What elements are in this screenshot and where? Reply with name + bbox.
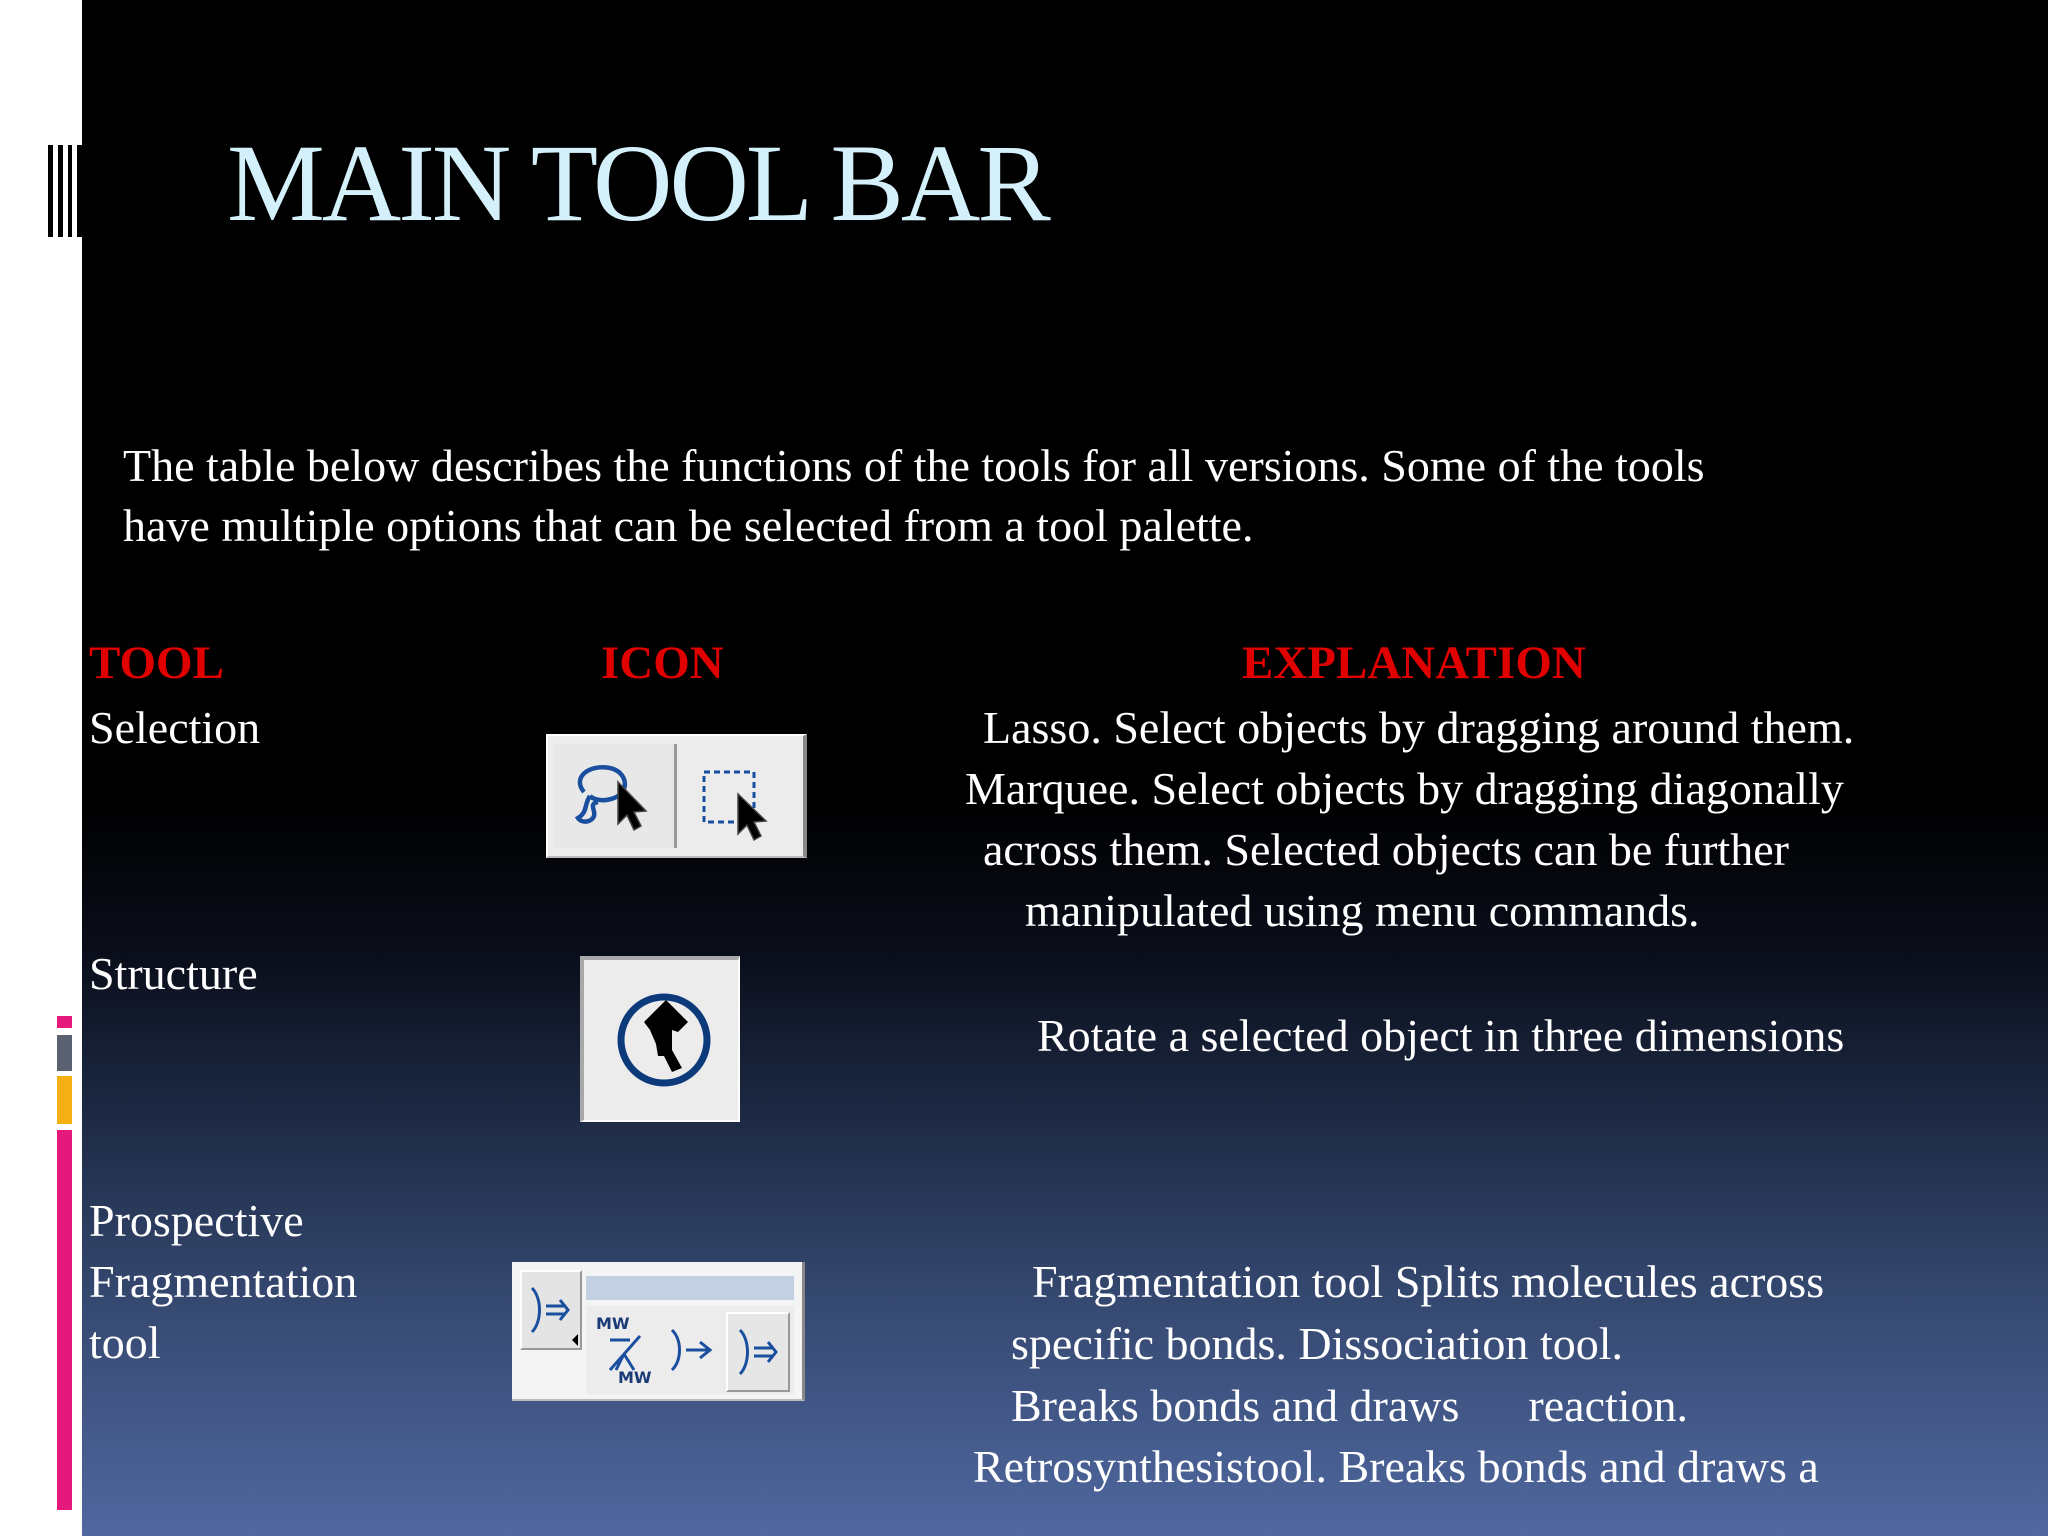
intro-paragraph bbox=[123, 436, 1973, 556]
fragmentation-palette bbox=[512, 1262, 805, 1401]
tool-name-prospective: Prospective bbox=[89, 1195, 304, 1246]
explanation-fragmentation-2: specific bonds. Dissociation tool. bbox=[1011, 1318, 1623, 1369]
header-tool: TOOL bbox=[89, 637, 224, 689]
intro-line-1: The table below describes the functions of the tools for all versions. Some of the tools bbox=[123, 440, 1705, 491]
accent-gray bbox=[57, 1035, 72, 1071]
selection-icons bbox=[546, 734, 807, 858]
explanation-selection-1: Lasso. Select objects by dragging around them. bbox=[983, 702, 1855, 753]
rotate-3d-icon bbox=[580, 956, 740, 1122]
tool-name-structure: Structure bbox=[89, 948, 258, 999]
marquee-icon bbox=[680, 744, 794, 848]
explanation-selection-4: manipulated using menu commands. bbox=[1025, 885, 1700, 936]
palette-body bbox=[586, 1306, 794, 1394]
retrosynthesis-icon bbox=[664, 1320, 718, 1380]
fragmentation-option-icon bbox=[726, 1312, 790, 1392]
accent-pink bbox=[57, 1130, 72, 1510]
accent-pink-top bbox=[57, 1016, 72, 1028]
barcode-decoration bbox=[48, 145, 82, 237]
slide-title: MAIN TOOL BAR bbox=[227, 122, 1048, 244]
accent-orange bbox=[57, 1076, 72, 1124]
header-explanation: EXPLANATION bbox=[1242, 637, 1586, 689]
explanation-selection-3: across them. Selected objects can be further bbox=[983, 824, 1789, 875]
explanation-selection-2: Marquee. Select objects by dragging diagonally bbox=[965, 763, 1844, 814]
tool-name-tool: tool bbox=[89, 1317, 161, 1368]
palette-title-bar bbox=[586, 1276, 794, 1300]
explanation-fragmentation-1: Fragmentation tool Splits molecules across bbox=[1032, 1256, 1825, 1307]
fragmentation-icon bbox=[520, 1270, 582, 1350]
explanation-fragmentation-4: Retrosynthesistool. Breaks bonds and draws a bbox=[973, 1441, 1819, 1492]
lasso-icon bbox=[554, 744, 677, 848]
explanation-structure: Rotate a selected object in three dimensions bbox=[1037, 1010, 1845, 1061]
intro-line-2: have multiple options that can be selected from a tool palette. bbox=[123, 500, 1254, 551]
mw-bottom-label: MW bbox=[618, 1368, 652, 1387]
mw-top-label: MW bbox=[596, 1314, 630, 1333]
tool-name-fragmentation: Fragmentation bbox=[89, 1256, 358, 1307]
dissociation-icon bbox=[596, 1312, 652, 1388]
header-icon: ICON bbox=[601, 637, 724, 689]
tool-name-selection: Selection bbox=[89, 702, 261, 753]
explanation-fragmentation-3: Breaks bonds and draws reaction. bbox=[1011, 1380, 1689, 1431]
